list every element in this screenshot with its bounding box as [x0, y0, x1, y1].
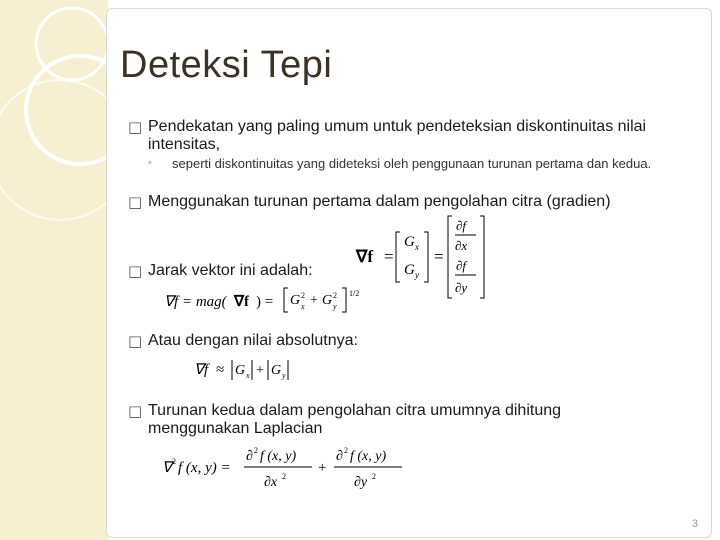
sub-bullet-text: seperti diskontinuitas yang dideteksi oleh penggunaan turunan pertama dan kedua.: [172, 156, 652, 171]
magnitude-formula-graphic: [160, 284, 380, 318]
svg-text:2: 2: [254, 446, 258, 455]
laplacian-formula: [160, 442, 420, 499]
bullet-icon: □: [128, 193, 143, 211]
svg-text:x: x: [301, 302, 305, 311]
svg-text:∂: ∂: [336, 449, 343, 464]
circles-decoration: [0, 0, 108, 540]
svg-text:+: +: [256, 363, 264, 378]
svg-text:f (x, y) =: f (x, y) =: [178, 460, 231, 476]
svg-text:x: x: [246, 371, 250, 380]
svg-text:∇f = mag(: ∇f = mag(: [164, 294, 227, 310]
svg-text:2: 2: [301, 291, 305, 300]
svg-text:∂y: ∂y: [455, 280, 468, 295]
slide-title: Deteksi Tepi: [120, 44, 333, 86]
sub-bullet-icon: ◦: [148, 157, 152, 169]
svg-text:G: G: [235, 363, 246, 378]
svg-text:y: y: [333, 302, 337, 311]
svg-text:2: 2: [333, 291, 337, 300]
svg-text:2: 2: [344, 446, 348, 455]
svg-text:∇f: ∇f: [194, 362, 209, 378]
svg-text:∂: ∂: [246, 449, 253, 464]
svg-text:G: G: [322, 293, 333, 308]
magnitude-formula: [160, 284, 380, 323]
svg-text:∂x: ∂x: [264, 475, 278, 490]
svg-text:y: y: [282, 371, 286, 380]
svg-text:∂y: ∂y: [354, 475, 368, 490]
bullet-icon: □: [128, 332, 143, 350]
bullet-text: Turunan kedua dalam pengolahan citra umumnya dihitung menggunakan Laplacian: [148, 402, 562, 437]
svg-text:∂x: ∂x: [455, 238, 468, 253]
svg-text:∇: ∇: [162, 460, 173, 476]
svg-text:2: 2: [172, 457, 176, 466]
svg-text:f (x, y): f (x, y): [350, 449, 387, 464]
svg-text:G: G: [404, 262, 415, 278]
svg-text:=: =: [384, 247, 394, 266]
bullet-icon: □: [128, 262, 143, 280]
bullet-icon: □: [128, 118, 143, 136]
svg-text:G: G: [290, 293, 301, 308]
svg-text:x: x: [415, 242, 419, 252]
bullet-text: Atau dengan nilai absolutnya:: [148, 332, 358, 349]
svg-text:2: 2: [372, 472, 376, 481]
svg-text:+: +: [318, 460, 327, 476]
bullet-text: Jarak vektor ini adalah:: [148, 262, 313, 279]
bullet-icon: □: [128, 402, 143, 420]
laplacian-formula-graphic: [160, 442, 420, 494]
svg-text:G: G: [271, 363, 282, 378]
svg-text:≈: ≈: [216, 362, 225, 378]
svg-text:) =: ) =: [256, 294, 274, 310]
bullet-text: Menggunakan turunan pertama dalam pengolahan citra (gradien): [148, 193, 611, 210]
svg-text:G: G: [404, 234, 415, 250]
bullet-text: Pendekatan yang paling umum untuk pendeteksian diskontinuitas nilai intensitas,: [148, 118, 647, 153]
absolute-formula: [190, 354, 310, 389]
svg-text:∇f: ∇f: [234, 294, 250, 310]
absolute-formula-graphic: [190, 354, 310, 384]
svg-text:2: 2: [282, 472, 286, 481]
svg-text:f (x, y): f (x, y): [260, 449, 297, 464]
svg-text:=: =: [434, 247, 444, 266]
svg-text:∂f: ∂f: [456, 218, 467, 233]
svg-text:y: y: [415, 270, 419, 280]
svg-text:∇f: ∇f: [356, 247, 374, 266]
page-number: 3: [691, 518, 698, 530]
svg-text:+: +: [310, 293, 318, 308]
svg-text:1/2: 1/2: [349, 289, 360, 298]
decorative-sidebar: [0, 0, 108, 540]
svg-text:∂f: ∂f: [456, 258, 467, 273]
